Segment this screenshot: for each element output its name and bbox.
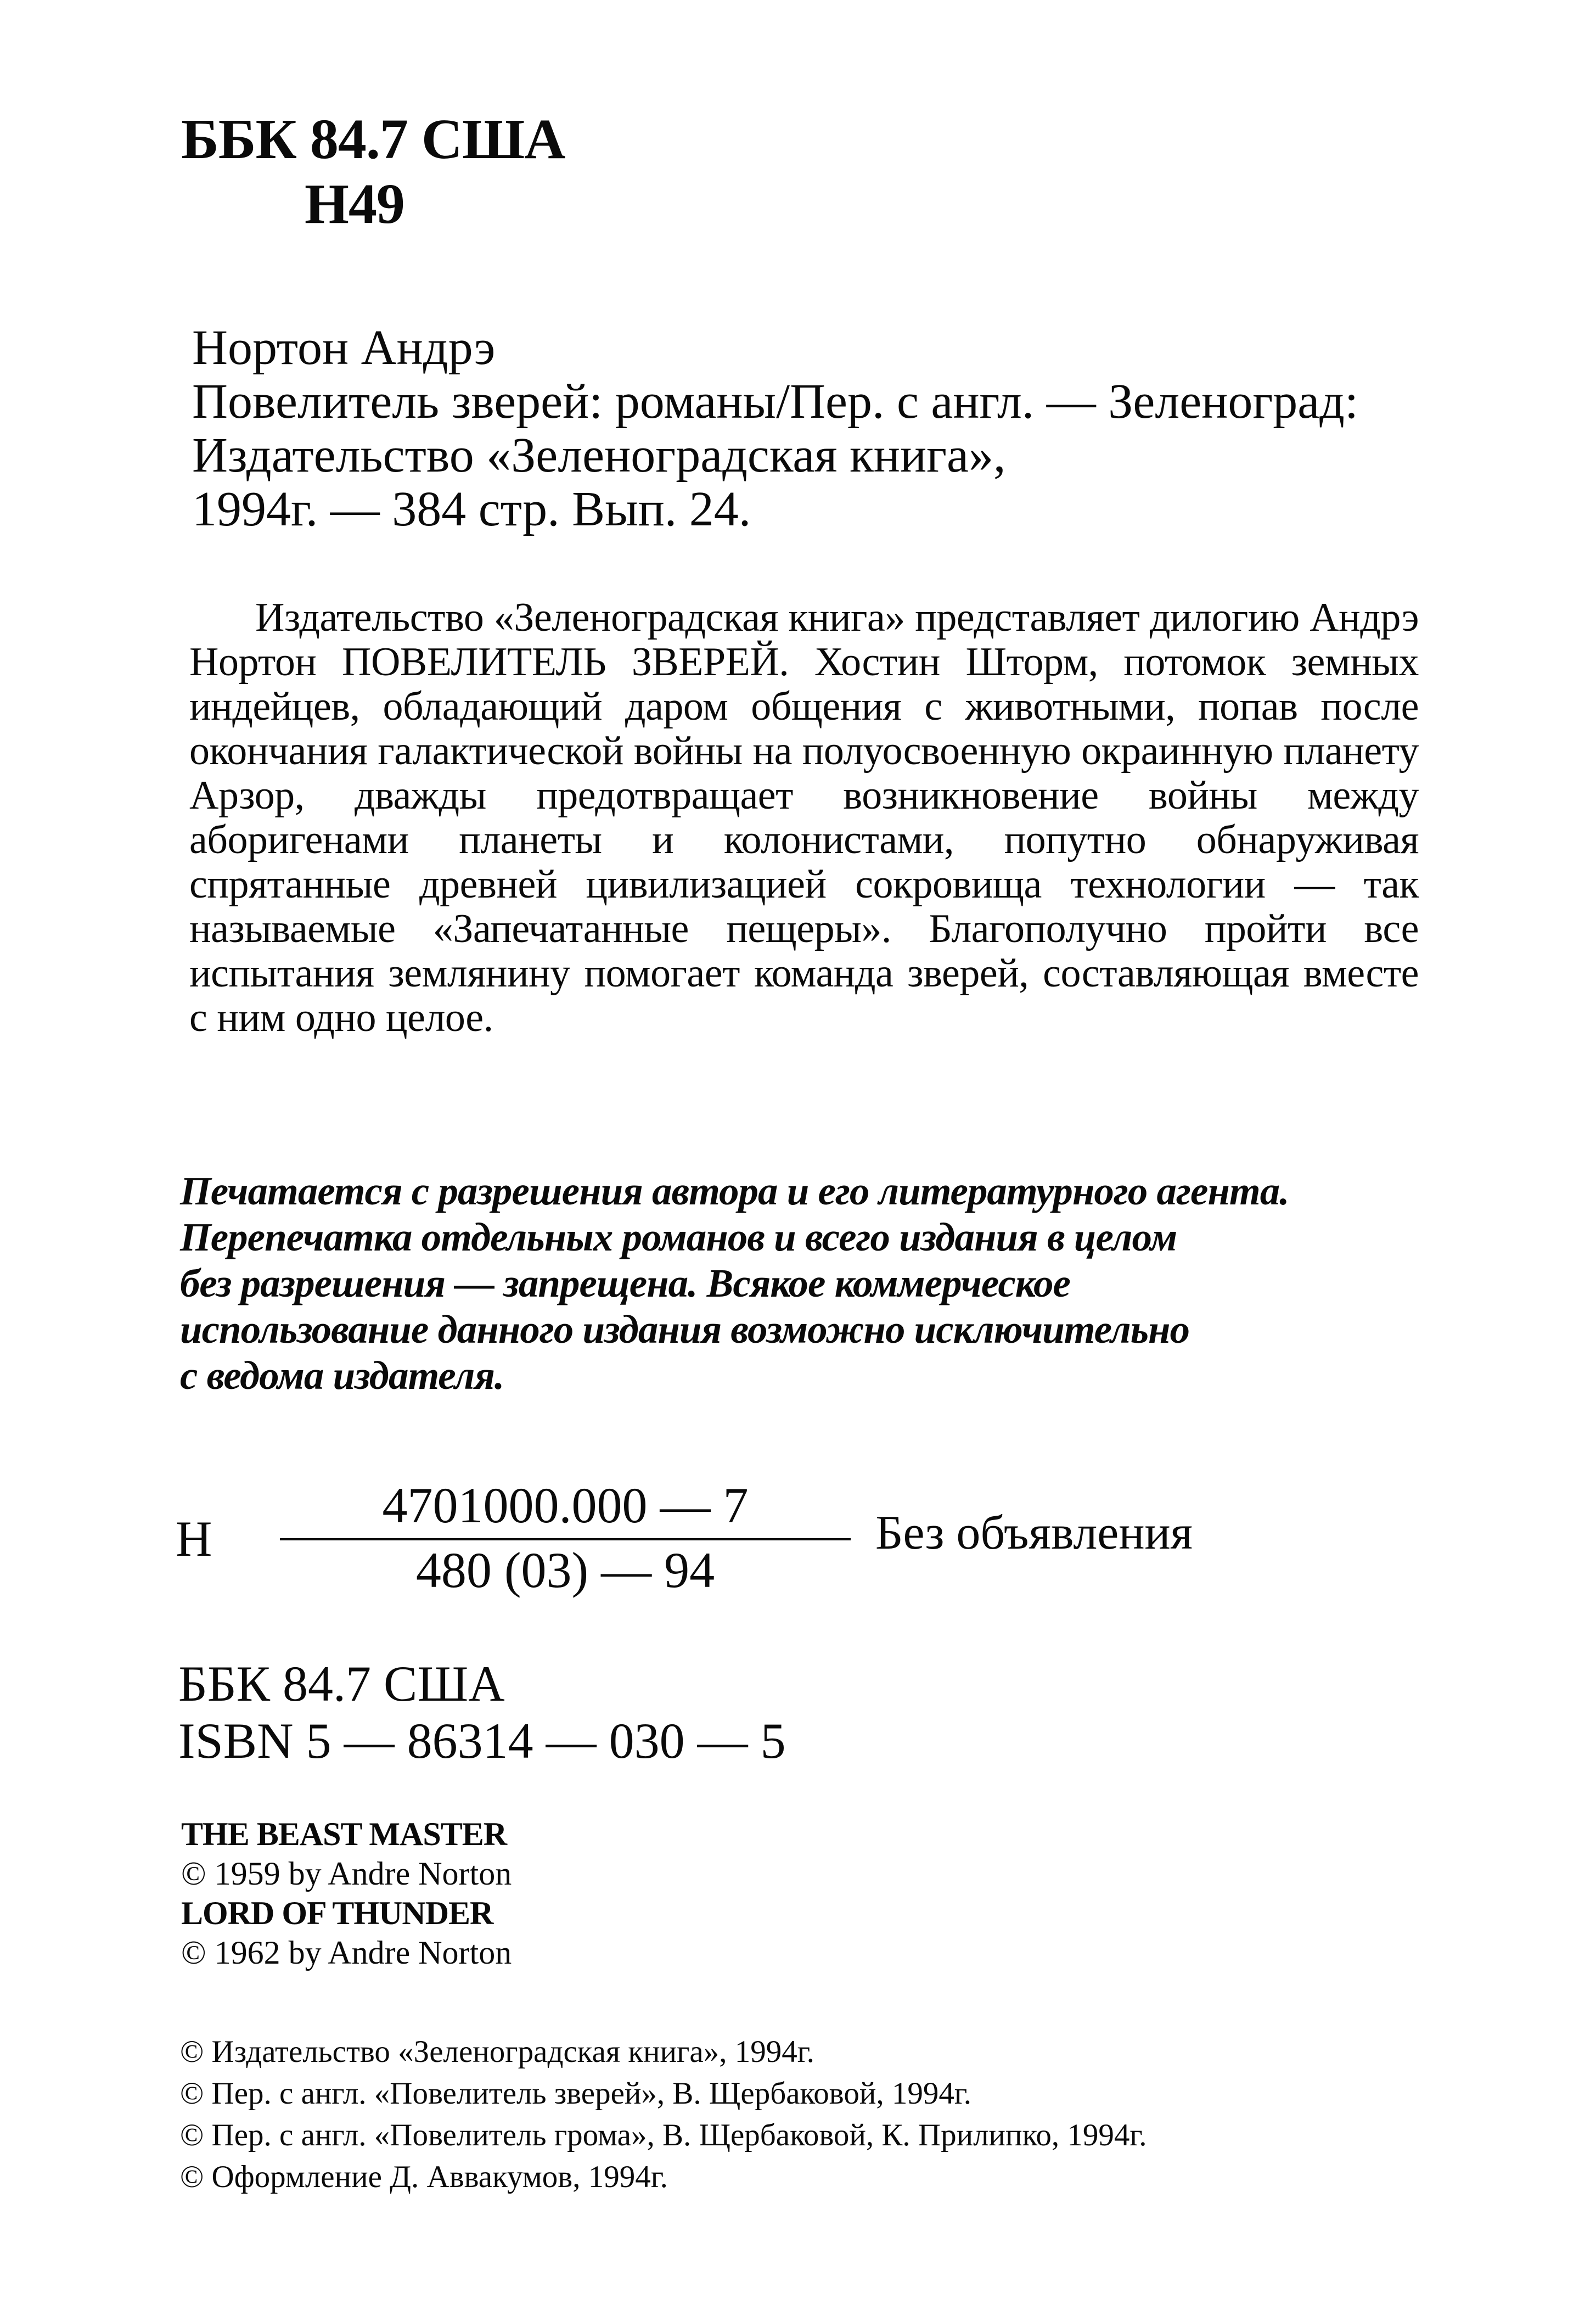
author-name: Нортон Андрэ [192,321,496,375]
rights-line: Перепечатка отдельных романов и всего издания в целом [180,1215,1177,1259]
copyright-list [180,2031,1147,2198]
bibliography-line: Повелитель зверей: романы/Пер. с англ. — Зеленоград: [192,374,1358,429]
annotation-paragraph: Издательство «Зеленоградская книга» представляет дилогию Андрэ Нортон ПОВЕЛИТЕЛЬ ЗВЕРЕЙ. Хостин Шторм, потомок земных индейцев, обладающий даром общения с животными, попав после окончания галактической войны на полуосвоенную окраинную планету Арзор, дважды предотвращает возникновение войны между аборигенами планеты и колонистами, попутно обнаруживая спрятанные древней цивилизацией сокровища технологии — так называемые «Запечатанные пещеры». Благополучно пройти все испытания землянину помогает команда зверей, составляющая вместе с ним одно целое. [189,595,1419,1040]
original-copyright: © 1959 by Andre Norton [181,1855,512,1892]
fraction-line [280,1538,851,1540]
bbk-classification: ББК 84.7 США [181,108,565,171]
rights-line: без разрешения — запрещена. Всякое коммерческое [180,1261,1070,1305]
rights-line: использование данного издания возможно исключительно [180,1307,1190,1352]
bibliography-line: 1994г. — 384 стр. Вып. 24. [192,482,751,536]
rights-line: Печатается с разрешения автора и его литературного агента. [180,1169,1289,1213]
copyright-line: © Пер. с англ. «Повелитель зверей», В. Щербаковой, 1994г. [180,2076,972,2111]
original-title: LORD OF THUNDER [181,1895,493,1931]
index-letter: Н [176,1511,212,1567]
publication-index [176,1477,1438,1608]
original-copyright: © 1962 by Andre Norton [181,1935,512,1971]
bbk-header [181,107,565,237]
rights-notice [180,1168,1459,1399]
rights-line: с ведома издателя. [180,1353,504,1398]
bbk-code: ББК 84.7 США [178,1656,505,1712]
bibliography-line: Издательство «Зеленоградская книга», [192,428,1006,483]
author-mark: Н49 [305,172,404,236]
copyright-line: © Пер. с англ. «Повелитель грома», В. Щербаковой, К. Прилипко, 1994г. [180,2118,1147,2152]
index-numerator: 4701000.000 — 7 [382,1477,749,1533]
original-title: THE BEAST MASTER [181,1816,507,1852]
classification-codes [178,1655,786,1769]
copyright-line: © Оформление Д. Аввакумов, 1994г. [180,2160,668,2194]
bibliographic-record [192,321,1358,536]
original-titles [181,1814,512,1972]
copyright-line: © Издательство «Зеленоградская книга», 1994г. [180,2034,814,2069]
index-note: Без объявления [875,1506,1193,1560]
index-denominator: 480 (03) — 94 [415,1542,715,1598]
isbn-code: ISBN 5 — 86314 — 030 — 5 [178,1713,786,1769]
